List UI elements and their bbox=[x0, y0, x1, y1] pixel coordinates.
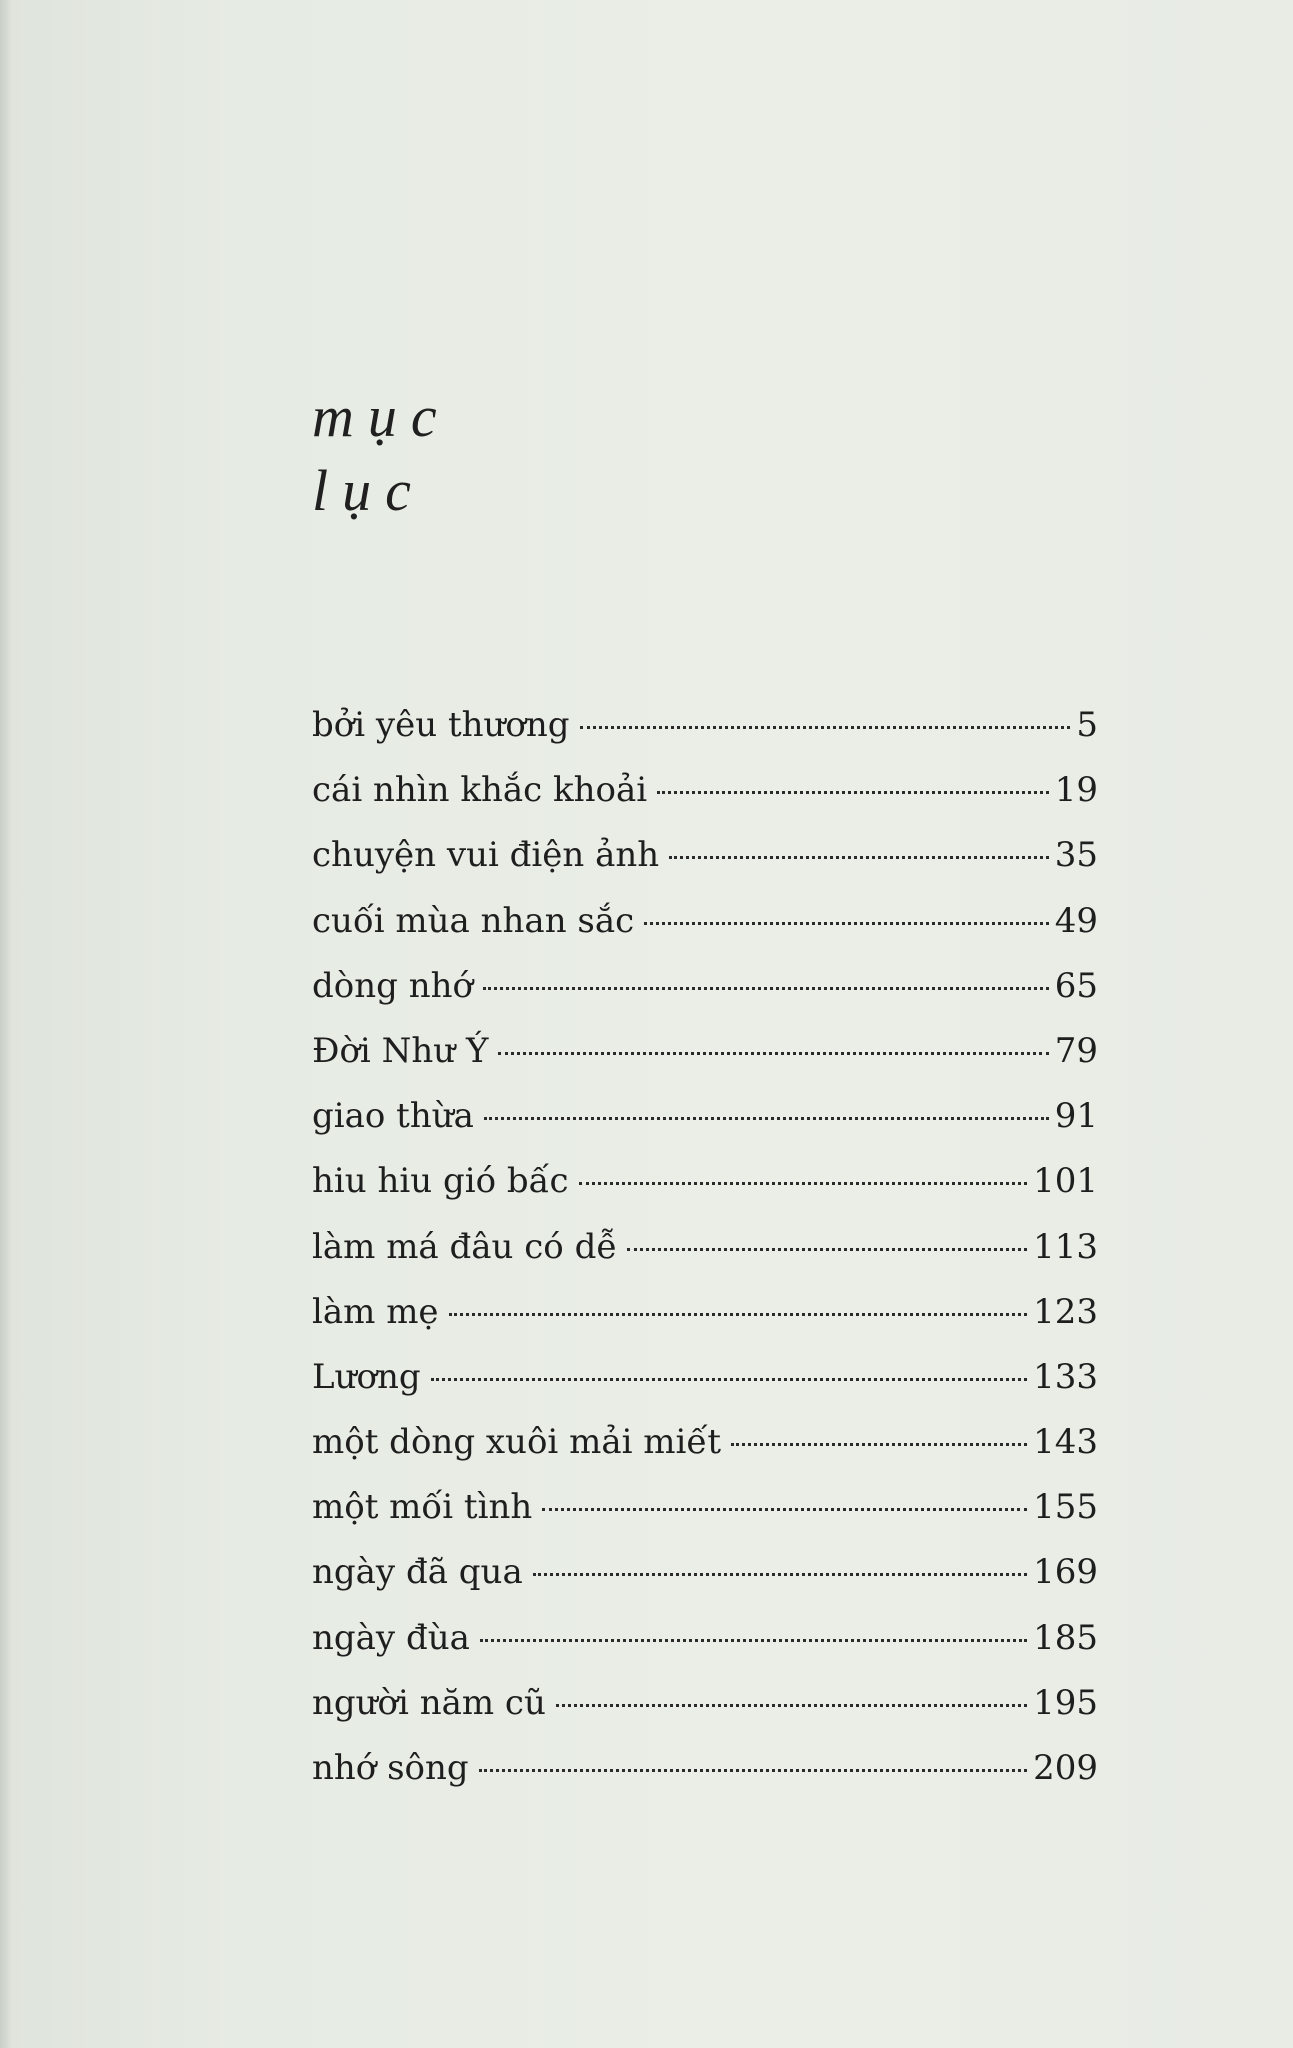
toc-entry-title: chuyện vui điện ảnh bbox=[312, 835, 660, 876]
toc-entry-page: 195 bbox=[1033, 1682, 1098, 1723]
toc-entry-page: 185 bbox=[1033, 1617, 1098, 1658]
toc-entry-page: 65 bbox=[1054, 965, 1098, 1006]
toc-entry bbox=[312, 1031, 1098, 1096]
toc-entry-title: nhớ sông bbox=[312, 1748, 469, 1788]
toc-entry-page: 155 bbox=[1033, 1487, 1098, 1528]
toc-entry-title: giao thừa bbox=[312, 1096, 474, 1137]
toc-dot-leader bbox=[731, 1443, 1027, 1446]
toc-entry-page: 49 bbox=[1054, 900, 1098, 941]
toc-dot-leader bbox=[483, 987, 1049, 990]
toc-dot-leader bbox=[431, 1378, 1027, 1381]
toc-entry bbox=[312, 770, 1098, 835]
toc-entry-title: ngày đùa bbox=[312, 1617, 470, 1658]
toc-entry-title: người năm cũ bbox=[312, 1682, 546, 1723]
toc-dot-leader bbox=[533, 1573, 1027, 1576]
toc-dot-leader bbox=[644, 922, 1049, 925]
toc-entry-title: bởi yêu thương bbox=[312, 705, 570, 745]
toc-entry-title: Lương bbox=[312, 1356, 421, 1397]
toc-entry bbox=[312, 1487, 1098, 1552]
toc-dot-leader bbox=[579, 1182, 1028, 1185]
page-title-line-1: mục bbox=[312, 384, 451, 449]
toc-entry-page: 209 bbox=[1033, 1748, 1098, 1788]
toc-entry bbox=[312, 1096, 1098, 1161]
toc-dot-leader bbox=[498, 1052, 1048, 1055]
toc-entry-page: 123 bbox=[1033, 1291, 1098, 1332]
toc-dot-leader bbox=[657, 791, 1049, 794]
toc-entry-title: cái nhìn khắc khoải bbox=[312, 770, 648, 811]
toc-entry-page: 143 bbox=[1033, 1422, 1098, 1463]
toc-dot-leader bbox=[449, 1313, 1028, 1316]
toc-entry bbox=[312, 1422, 1098, 1487]
toc-entry-title: ngày đã qua bbox=[312, 1552, 523, 1593]
toc-dot-leader bbox=[580, 726, 1071, 729]
toc-entry bbox=[312, 1748, 1098, 1813]
toc-entry bbox=[312, 1357, 1098, 1422]
toc-entry-page: 91 bbox=[1054, 1096, 1098, 1137]
toc-entry-page: 113 bbox=[1033, 1226, 1098, 1267]
toc-dot-leader bbox=[542, 1508, 1027, 1511]
toc-entry bbox=[312, 1683, 1098, 1748]
toc-entry bbox=[312, 1292, 1098, 1357]
toc-entry bbox=[312, 835, 1098, 900]
toc-dot-leader bbox=[480, 1639, 1027, 1642]
toc-entry-page: 35 bbox=[1054, 835, 1098, 876]
page-title bbox=[312, 380, 451, 528]
toc-entry-title: làm mẹ bbox=[312, 1291, 439, 1332]
toc-dot-leader bbox=[484, 1117, 1049, 1120]
toc-entry bbox=[312, 705, 1098, 770]
toc-dot-leader bbox=[669, 856, 1049, 859]
toc-entry bbox=[312, 1227, 1098, 1292]
toc-entry-title: dòng nhớ bbox=[312, 965, 473, 1006]
toc-entry-page: 79 bbox=[1054, 1030, 1098, 1071]
toc-entry-title: làm má đâu có dễ bbox=[312, 1226, 618, 1267]
page-edge-shadow bbox=[0, 0, 12, 2048]
toc-entry bbox=[312, 966, 1098, 1031]
toc-entry-page: 169 bbox=[1033, 1552, 1098, 1593]
toc-entry-page: 19 bbox=[1054, 770, 1098, 811]
toc-entry bbox=[312, 1161, 1098, 1226]
toc-entry-title: Đời Như Ý bbox=[312, 1030, 489, 1071]
toc-entry-title: một mối tình bbox=[312, 1487, 533, 1528]
toc-entry-title: hiu hiu gió bấc bbox=[312, 1161, 569, 1202]
toc-entry bbox=[312, 1618, 1098, 1683]
toc-entry-page: 133 bbox=[1033, 1356, 1098, 1397]
toc-entry-page: 5 bbox=[1076, 705, 1098, 745]
toc-entry-title: một dòng xuôi mải miết bbox=[312, 1422, 721, 1463]
toc-dot-leader bbox=[627, 1248, 1027, 1251]
toc-entry-page: 101 bbox=[1033, 1161, 1098, 1202]
table-of-contents bbox=[312, 705, 1098, 1813]
toc-entry bbox=[312, 901, 1098, 966]
toc-dot-leader bbox=[556, 1704, 1027, 1707]
toc-entry-title: cuối mùa nhan sắc bbox=[312, 900, 635, 941]
toc-entry bbox=[312, 1552, 1098, 1617]
page-title-line-2: lục bbox=[312, 458, 425, 523]
toc-dot-leader bbox=[479, 1769, 1027, 1772]
